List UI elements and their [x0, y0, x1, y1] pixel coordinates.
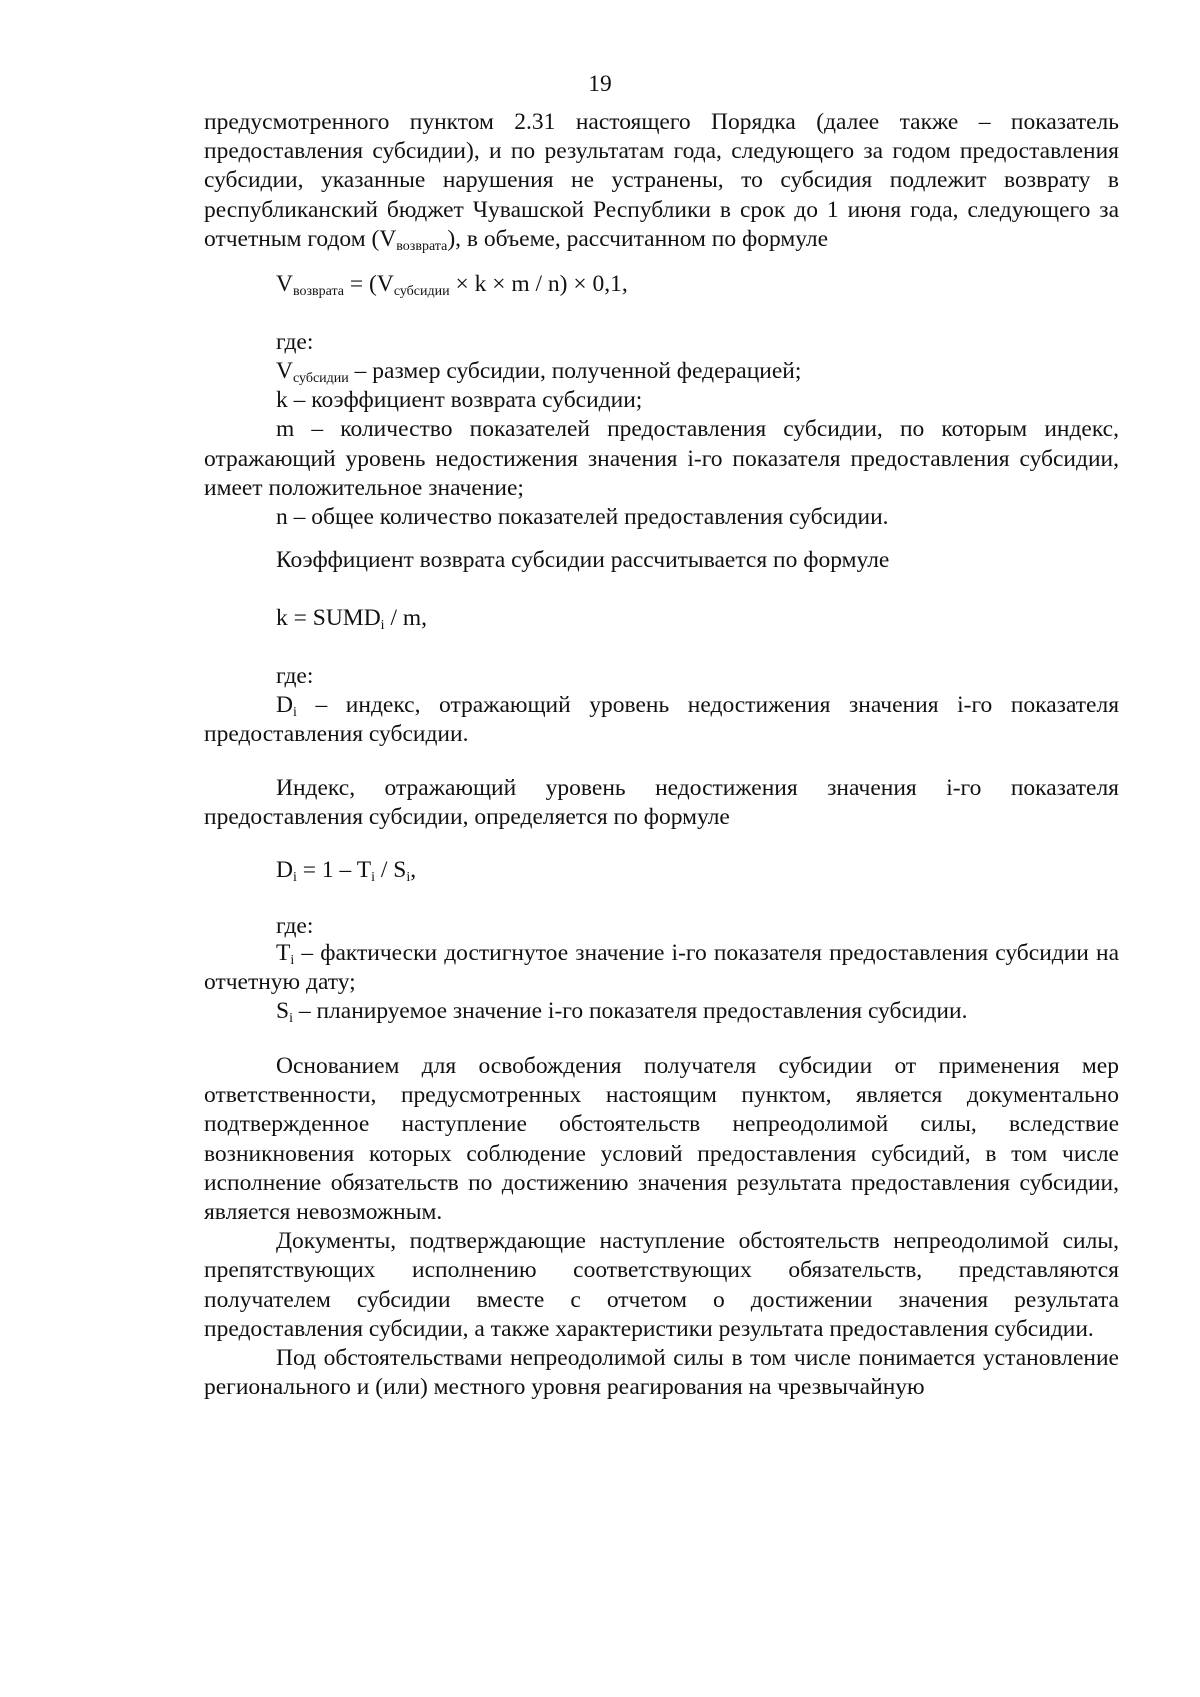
def-s-sub: i	[289, 1011, 293, 1027]
def-d-text: – индекс, отражающий уровень недостижения значения i-го показателя предоставления субсидии.	[204, 692, 1119, 748]
definitions-3	[204, 939, 1119, 1027]
where-label-1: где:	[276, 329, 314, 355]
def-d-main: D	[276, 692, 293, 718]
formula-v-return-sub: возврата	[292, 284, 344, 299]
def-v-sub: субсидии	[292, 371, 349, 386]
formula-d-end: ,	[410, 857, 417, 883]
formula-k-main: k = SUMD	[276, 605, 381, 631]
intro-text-end: ), в объеме, рассчитанном по формуле	[447, 225, 829, 252]
intro-v: V	[379, 225, 397, 252]
formula-eq: = (	[344, 271, 377, 297]
closing-paragraphs	[204, 1052, 1119, 1402]
def-d-sub: i	[292, 705, 297, 720]
formula-d-mid: = 1 – T	[296, 857, 372, 883]
def-t-main: T	[276, 940, 291, 966]
page-number: 19	[588, 71, 612, 97]
def-t-text: – фактически достигнутое значение i-го показателя предоставления субсидии на отчетную дату;	[204, 940, 1119, 996]
formula-d-sub: i	[292, 870, 297, 885]
formula-s-sub: i	[406, 870, 411, 885]
formula-t-sub: i	[371, 870, 375, 885]
index-intro-paragraph	[204, 774, 1119, 832]
def-t-sub: i	[290, 953, 295, 968]
def-k: k – коэффициент возврата субсидии;	[276, 387, 643, 414]
formula-v-subsidy: V	[376, 271, 394, 297]
formula-k-end: / m,	[384, 605, 427, 631]
def-m: m – количество показателей предоставления субсидии, по которым индекс, отражающий уровень недостижения значения i-го показателя предоставления субсидии, имеет положительное значение;	[204, 416, 1119, 501]
intro-paragraph	[204, 108, 1119, 254]
index-intro: Индекс, отражающий уровень недостижения значения i-го показателя предоставления субсидии, определяется по формуле	[204, 775, 1119, 831]
formula-rest: × k × m / n) × 0,1,	[449, 271, 628, 297]
def-v-main: V	[276, 358, 293, 384]
formula-k	[276, 604, 427, 633]
intro-text: предусмотренного пунктом 2.31 настоящего Порядка (далее также – показатель предоставления субсидии), и по результатам года, следующего за годом предоставления субсидии, указанные нарушения не устранены, то субсидия подлежит возврату в республиканский бюджет Чувашской Республики в срок до 1 июня года, следующего за отчетным годом (	[204, 109, 1119, 252]
formula-k-sub: i	[380, 618, 385, 633]
formula-v-subsidy-sub: субсидии	[393, 284, 450, 299]
def-v-text: – размер субсидии, полученной федерацией;	[348, 358, 802, 384]
where-label-3: где:	[276, 913, 314, 939]
coef-intro: Коэффициент возврата субсидии рассчитывается по формуле	[276, 547, 890, 573]
formula-d	[276, 856, 416, 885]
def-s-main: S	[276, 998, 290, 1025]
formula-return	[276, 270, 628, 299]
closing-p3: Под обстоятельствами непреодолимой силы в том числе понимается установление регионального и (или) местного уровня реагирования на чрезвычайную	[204, 1345, 1119, 1401]
def-n: n – общее количество показателей предоставления субсидии.	[276, 504, 889, 531]
formula-v-return: V	[276, 271, 293, 297]
formula-d-main: D	[276, 857, 293, 883]
where-label-2: где:	[276, 663, 314, 689]
definitions-1	[204, 357, 1119, 532]
closing-p1: Основанием для освобождения получателя субсидии от применения мер ответственности, предусмотренных настоящим пунктом, является документально подтвержденное наступление обстоятельств непреодолимой силы, вследствие возникновения которых соблюдение условий предоставления субсидий, в том числе исполнение обязательств по достижению значения результата предоставления субсидии, является невозможным.	[204, 1053, 1119, 1226]
intro-v-sub: возврата	[396, 238, 448, 254]
formula-d-slash: / S	[374, 857, 407, 883]
def-s-text: – планируемое значение i-го показателя предоставления субсидии.	[292, 998, 968, 1025]
definitions-2	[204, 691, 1119, 749]
closing-p2: Документы, подтверждающие наступление обстоятельств непреодолимой силы, препятствующих исполнению соответствующих обязательств, представляются получателем субсидии вместе с отчетом о достижении значения результата предоставления субсидии, а также характеристики результата предоставления субсидии.	[204, 1228, 1119, 1342]
